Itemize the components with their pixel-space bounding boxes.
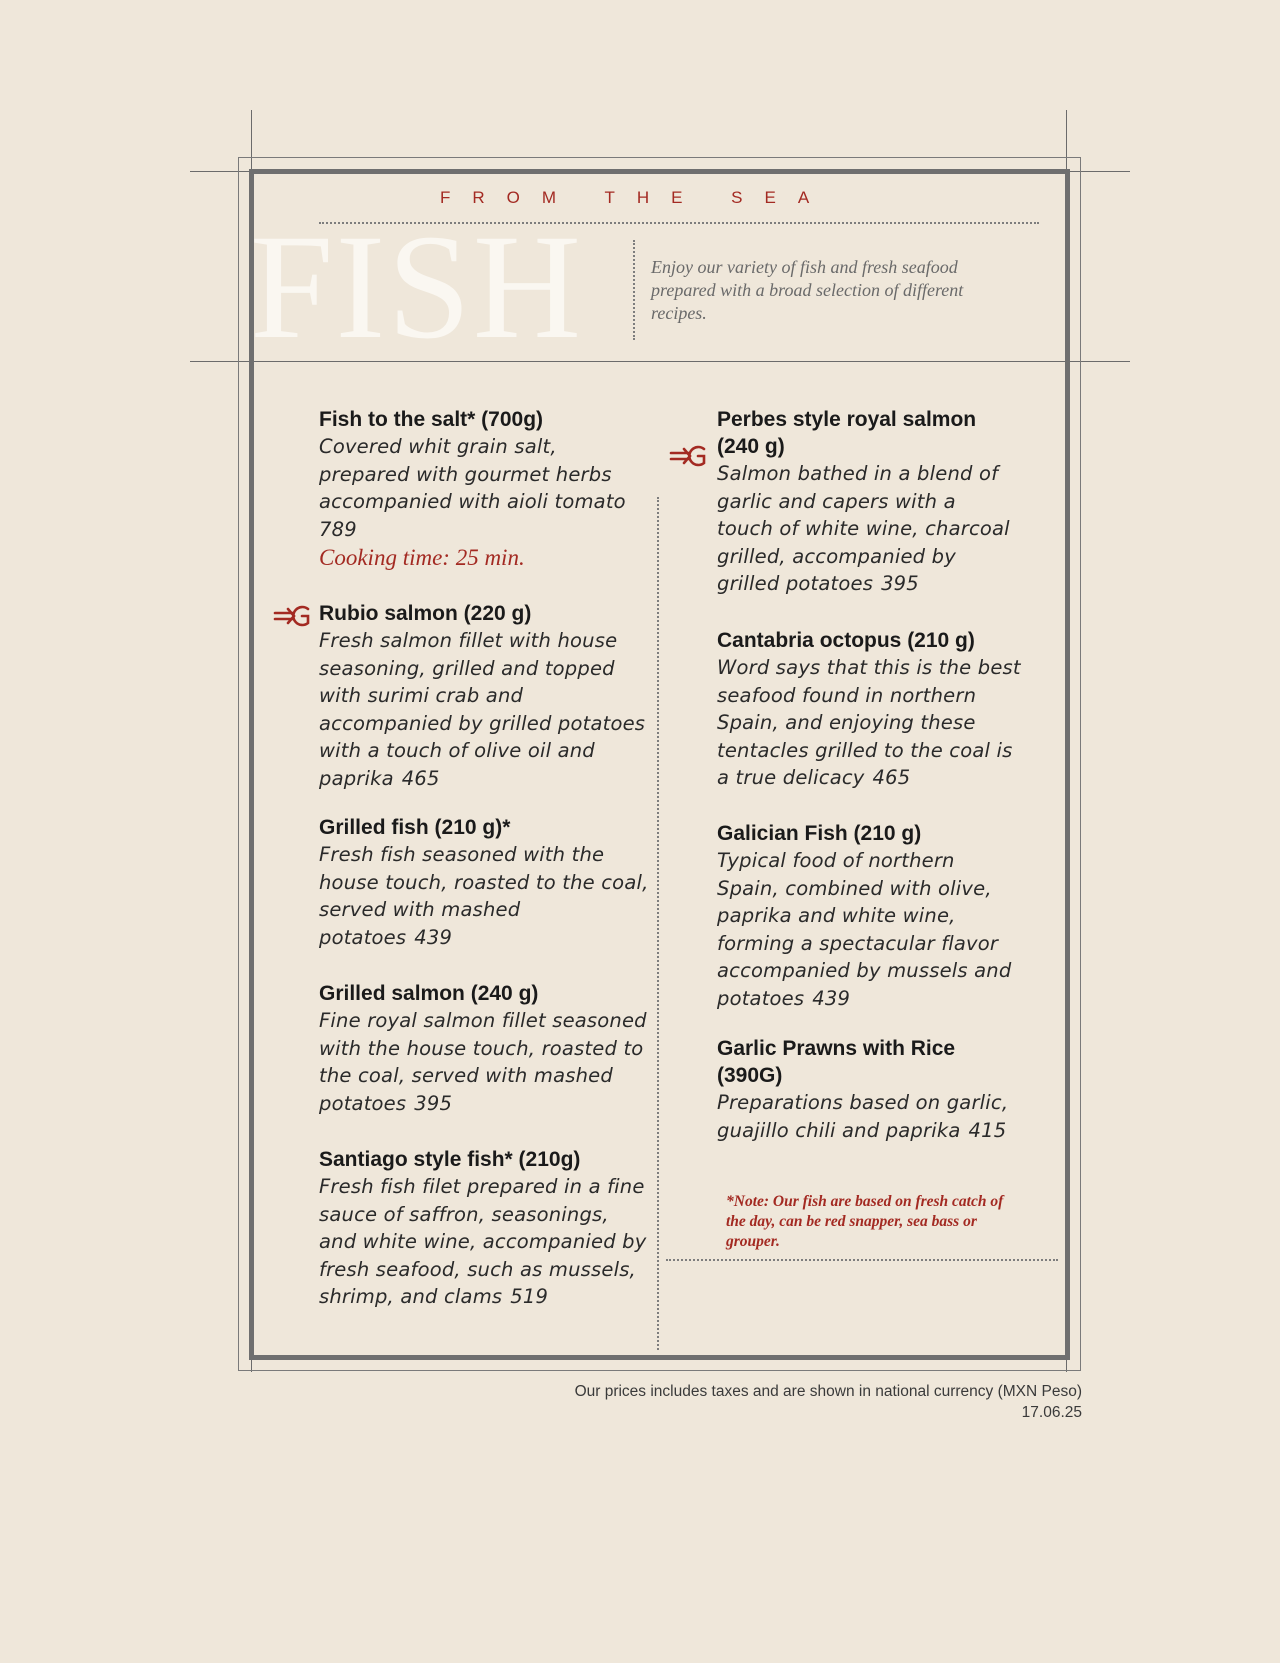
- trident-arrow-icon: [669, 444, 707, 468]
- menu-item-description: Word says that this is the best seafood found in northern Spain, and enjoying these tentacles grilled to the coal is a true delicacy 465: [717, 656, 1021, 790]
- menu-item-galician-fish: [717, 820, 1022, 1013]
- menu-item-price: 395: [881, 572, 919, 596]
- menu-item-name: Garlic Prawns with Rice (390G): [717, 1037, 956, 1087]
- menu-item-perbes-style-royal-salmon: [717, 406, 1017, 598]
- menu-date: 17.06.25: [1021, 1404, 1082, 1421]
- menu-item-garlic-prawns-with-rice: [717, 1035, 1012, 1144]
- menu-item-description: Fresh fish seasoned with the house touch, roasted to the coal, served with mashed potatoes 439: [319, 843, 649, 949]
- intro-dotted-divider: [633, 240, 635, 340]
- menu-item-price: 395: [414, 1091, 453, 1115]
- menu-item-description: Covered whit grain salt, prepared with gourmet herbs accompanied with aioli tomato 789: [319, 435, 626, 541]
- header-dotted-divider: [319, 222, 1039, 224]
- menu-item-description: Salmon bathed in a blend of garlic and capers with a touch of white wine, charcoal grilled, accompanied by grilled potatoes 395: [717, 462, 1010, 596]
- menu-item-grilled-fish: [319, 814, 649, 951]
- menu-item-price: 789: [319, 517, 357, 541]
- menu-item-description: Typical food of northern Spain, combined with olive, paprika and white wine, forming a spectacular flavor accompanied by mussels and potatoes 439: [717, 849, 1012, 1010]
- menu-item-price: 439: [812, 986, 851, 1010]
- column-dotted-divider: [657, 497, 659, 1350]
- menu-item-price: 439: [414, 925, 453, 949]
- disclaimer-text: Our prices includes taxes and are shown in national currency (MXN Peso): [574, 1383, 1082, 1400]
- menu-item-grilled-salmon: [319, 980, 649, 1117]
- menu-item-description: Fine royal salmon fillet seasoned with the house touch, roasted to the coal, served with mashed potatoes 395: [319, 1009, 647, 1115]
- menu-item-description: Fresh salmon fillet with house seasoning, grilled and topped with surimi crab and accompanied by grilled potatoes with a touch of olive oil and paprika 465: [319, 629, 646, 790]
- cooking-time: Cooking time: 25 min.: [319, 545, 525, 571]
- section-intro: Enjoy our variety of fish and fresh seafood prepared with a broad selection of different recipes.: [651, 257, 964, 323]
- menu-item-name: Fish to the salt* (700g): [319, 408, 544, 431]
- menu-item-name: Grilled salmon (240 g): [319, 982, 539, 1005]
- menu-item-description: Preparations based on garlic, guajillo chili and paprika 415: [717, 1091, 1009, 1142]
- menu-item-fish-to-the-salt: [319, 406, 649, 573]
- menu-item-name: Perbes style royal salmon (240 g): [717, 408, 977, 458]
- fish-note: *Note: Our fish are based on fresh catch of the day, can be red snapper, sea bass or grouper.: [726, 1193, 1004, 1250]
- price-disclaimer: [575, 1381, 1082, 1423]
- menu-item-cantabria-octopus: [717, 627, 1022, 792]
- menu-item-price: 415: [968, 1118, 1007, 1142]
- menu-item-rubio-salmon: [319, 600, 649, 793]
- trident-arrow-icon: [273, 604, 311, 628]
- menu-item-name: Rubio salmon (220 g): [319, 602, 532, 625]
- menu-item-name: Cantabria octopus (210 g): [717, 629, 975, 652]
- menu-item-name: Galician Fish (210 g): [717, 822, 922, 845]
- section-kicker: FROM THE SEA: [440, 188, 832, 207]
- menu-item-description: Fresh fish filet prepared in a fine sauce of saffron, seasonings, and white wine, accompanied by fresh seafood, such as mussels, shrimp, and clams 519: [319, 1175, 647, 1309]
- menu-item-price: 465: [401, 766, 440, 790]
- menu-item-santiago-style-fish: [319, 1146, 649, 1311]
- fish-watermark: FISH: [250, 212, 584, 352]
- note-dotted-divider: [666, 1259, 1058, 1261]
- menu-item-price: 465: [872, 766, 911, 790]
- menu-item-name: Santiago style fish* (210g): [319, 1148, 581, 1171]
- menu-item-name: Grilled fish (210 g)*: [319, 816, 511, 839]
- menu-item-price: 519: [510, 1285, 549, 1309]
